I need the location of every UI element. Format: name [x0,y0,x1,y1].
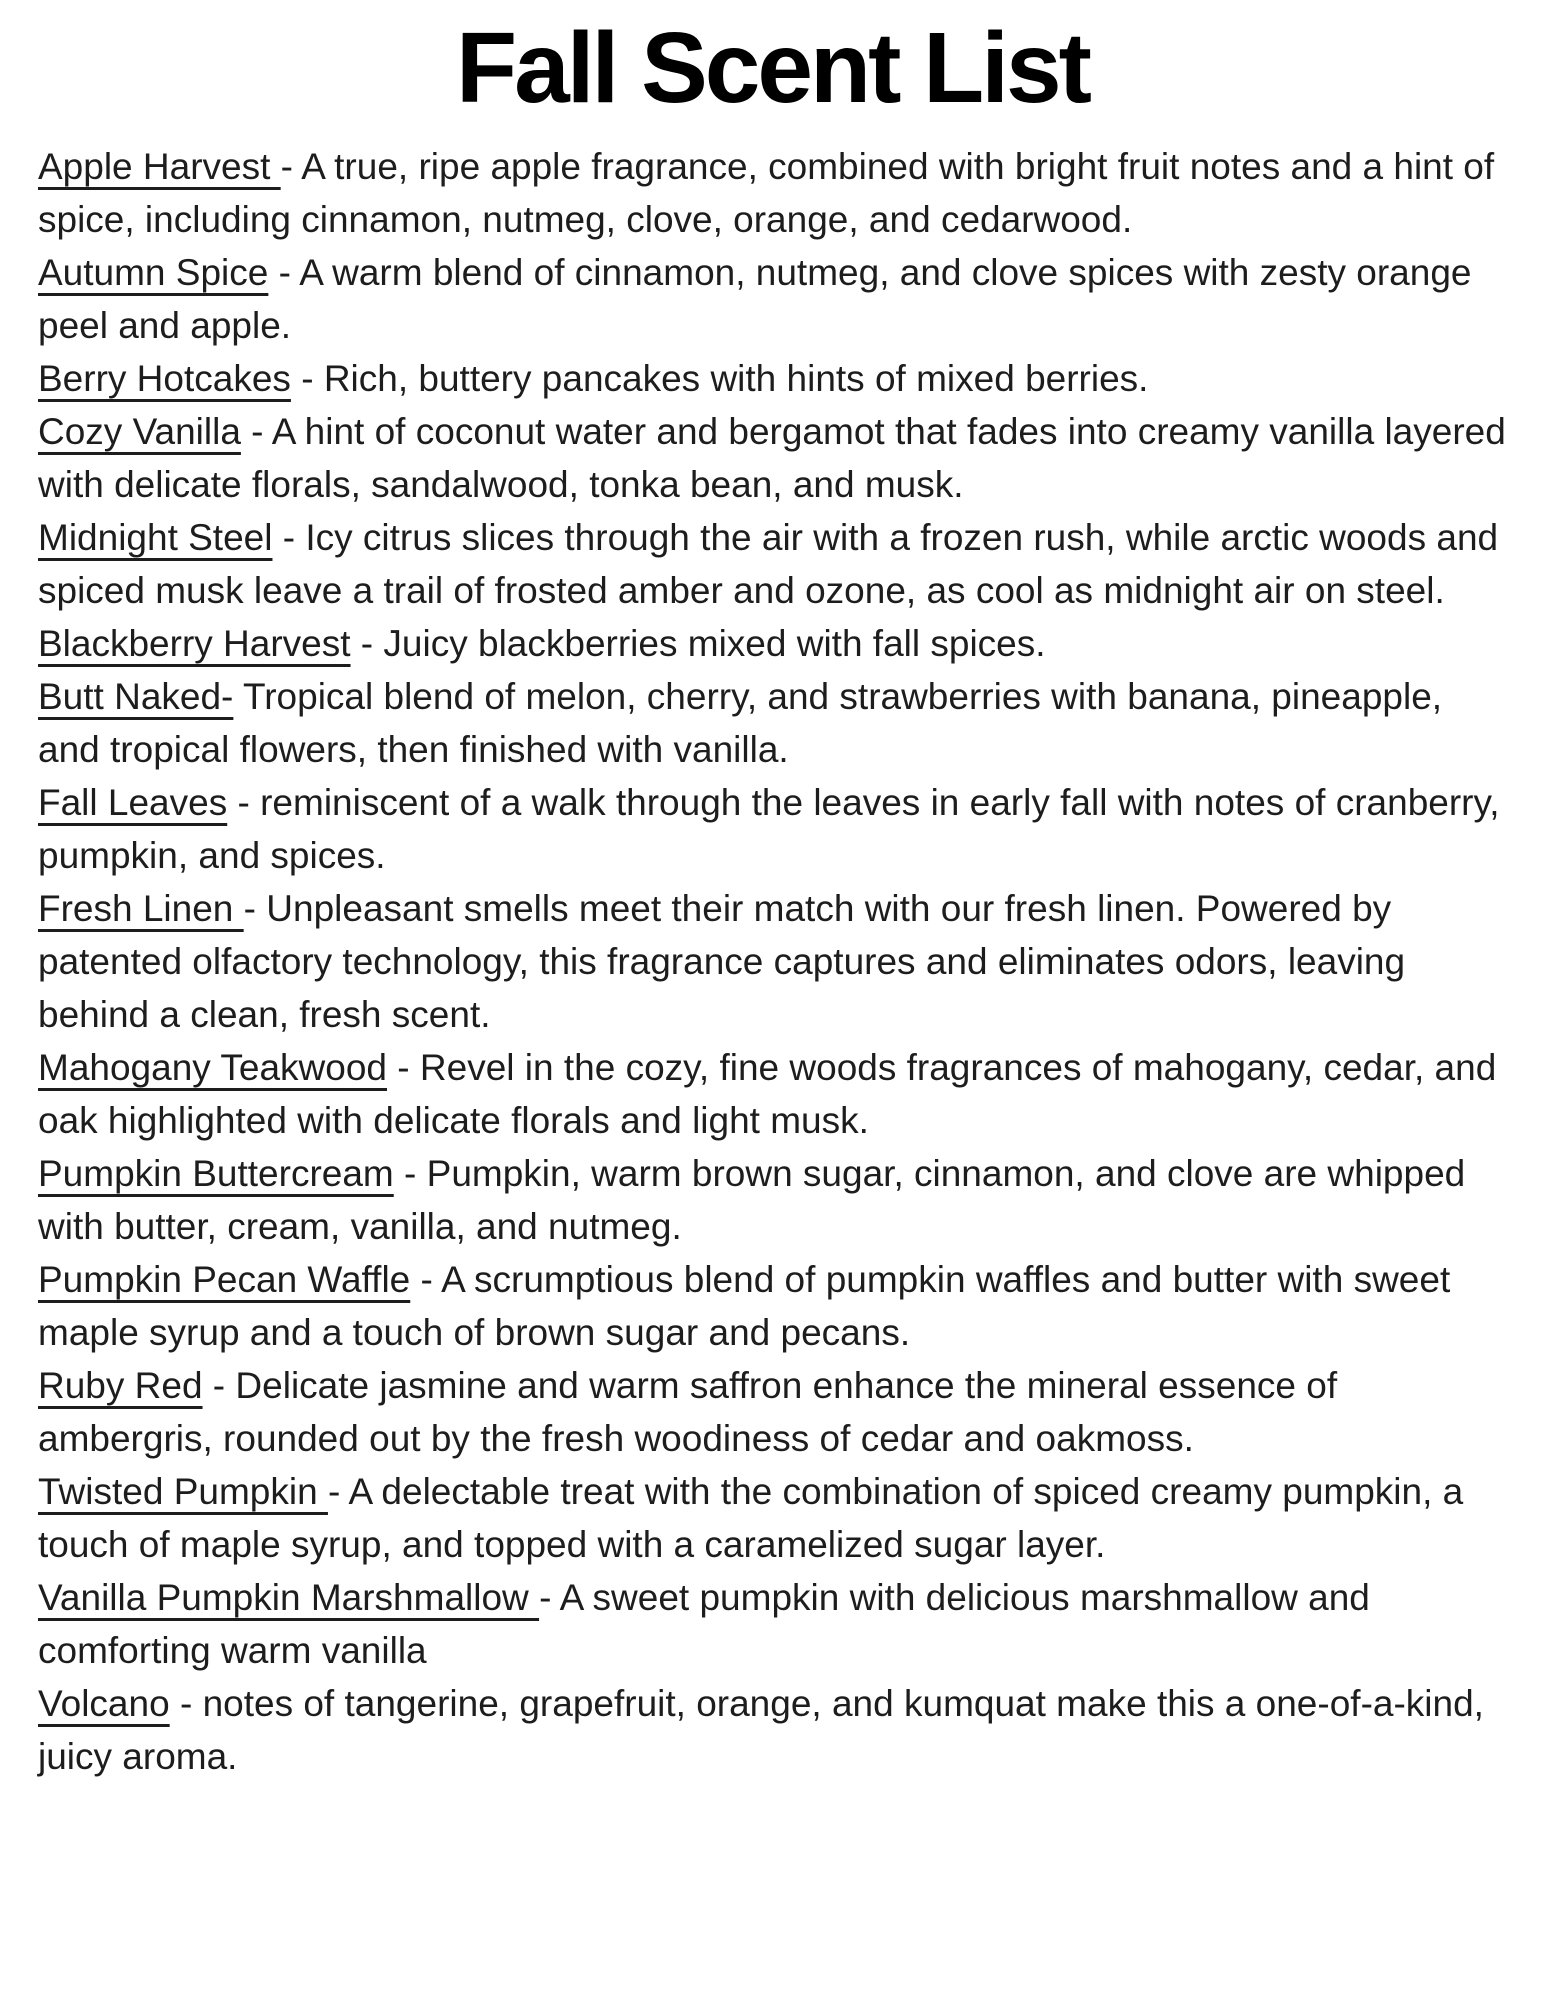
scent-name: Butt Naked- [38,676,234,717]
scent-description: A sweet pumpkin with delicious marshmallow and comforting warm vanilla [38,1577,1370,1671]
scent-separator: - [243,888,267,929]
scent-name: Fall Leaves [38,782,228,823]
scent-separator: - [202,1365,236,1406]
scent-name: Twisted Pumpkin [38,1471,328,1512]
scent-separator [233,676,243,717]
scent-entry [38,1041,1507,1147]
scent-description: Revel in the cozy, fine woods fragrances of mahogany, cedar, and oak highlighted with delicate florals and light musk. [38,1047,1497,1141]
scent-description: A scrumptious blend of pumpkin waffles and butter with sweet maple syrup and a touch of brown sugar and pecans. [38,1259,1451,1353]
scent-entry [38,617,1507,670]
scent-description: A delectable treat with the combination of spiced creamy pumpkin, a touch of maple syrup, and topped with a caramelized sugar layer. [38,1471,1464,1565]
scent-name: Ruby Red [38,1365,203,1406]
scent-description: reminiscent of a walk through the leaves in early fall with notes of cranberry, pumpkin, and spices. [38,782,1500,876]
scent-entry [38,776,1507,882]
scent-description: A true, ripe apple fragrance, combined with bright fruit notes and a hint of spice, including cinnamon, nutmeg, clove, orange, and cedarwood. [38,146,1495,240]
scent-name: Vanilla Pumpkin Marshmallow [38,1577,540,1618]
scent-separator: - [268,252,300,293]
scent-list [0,140,1545,1783]
scent-entry [38,246,1507,352]
scent-separator: - [290,358,324,399]
scent-separator: - [393,1153,427,1194]
scent-entry [38,140,1507,246]
scent-name: Autumn Spice [38,252,269,293]
scent-entry [38,670,1507,776]
scent-name: Cozy Vanilla [38,411,241,452]
scent-description: A hint of coconut water and bergamot that fades into creamy vanilla layered with delicate florals, sandalwood, tonka bean, and musk. [38,411,1506,505]
scent-description: Delicate jasmine and warm saffron enhance the mineral essence of ambergris, rounded out by the fresh woodiness of cedar and oakmoss. [38,1365,1338,1459]
scent-separator: - [539,1577,560,1618]
scent-entry [38,1147,1507,1253]
scent-name: Pumpkin Pecan Waffle [38,1259,411,1300]
scent-description: A warm blend of cinnamon, nutmeg, and clove spices with zesty orange peel and apple. [38,252,1472,346]
scent-name: Mahogany Teakwood [38,1047,388,1088]
page-title: Fall Scent List [456,12,1089,124]
scent-entry [38,352,1507,405]
scent-description: Juicy blackberries mixed with fall spices. [383,623,1046,664]
scent-separator: - [272,517,306,558]
scent-name: Volcano [38,1683,170,1724]
scent-description: Tropical blend of melon, cherry, and strawberries with banana, pineapple, and tropical flowers, then finished with vanilla. [38,676,1443,770]
scent-description: Unpleasant smells meet their match with our fresh linen. Powered by patented olfactory technology, this fragrance captures and eliminates odors, leaving behind a clean, fresh scent. [38,888,1406,1035]
scent-description: Rich, buttery pancakes with hints of mixed berries. [323,358,1149,399]
scent-separator: - [227,782,261,823]
scent-separator: - [327,1471,349,1512]
scent-separator: - [410,1259,442,1300]
scent-separator: - [169,1683,203,1724]
scent-name: Berry Hotcakes [38,358,291,399]
scent-separator: - [350,623,384,664]
scent-entry [38,405,1507,511]
scent-entry [38,882,1507,1041]
scent-description: Pumpkin, warm brown sugar, cinnamon, and clove are whipped with butter, cream, vanilla, and nutmeg. [38,1153,1466,1247]
scent-separator: - [280,146,302,187]
scent-description: Icy citrus slices through the air with a frozen rush, while arctic woods and spiced musk leave a trail of frosted amber and ozone, as cool as midnight air on steel. [38,517,1499,611]
scent-separator: - [240,411,272,452]
scent-entry [38,1253,1507,1359]
scent-entry [38,1677,1507,1783]
scent-separator: - [387,1047,420,1088]
scent-name: Fresh Linen [38,888,244,929]
scent-name: Midnight Steel [38,517,273,558]
scent-entry [38,1465,1507,1571]
scent-entry [38,1571,1507,1677]
scent-entry [38,1359,1507,1465]
scent-name: Apple Harvest [38,146,281,187]
scent-name: Pumpkin Buttercream [38,1153,394,1194]
scent-entry [38,511,1507,617]
scent-description: notes of tangerine, grapefruit, orange, and kumquat make this a one-of-a-kind, juicy aroma. [38,1683,1484,1777]
scent-name: Blackberry Harvest [38,623,351,664]
